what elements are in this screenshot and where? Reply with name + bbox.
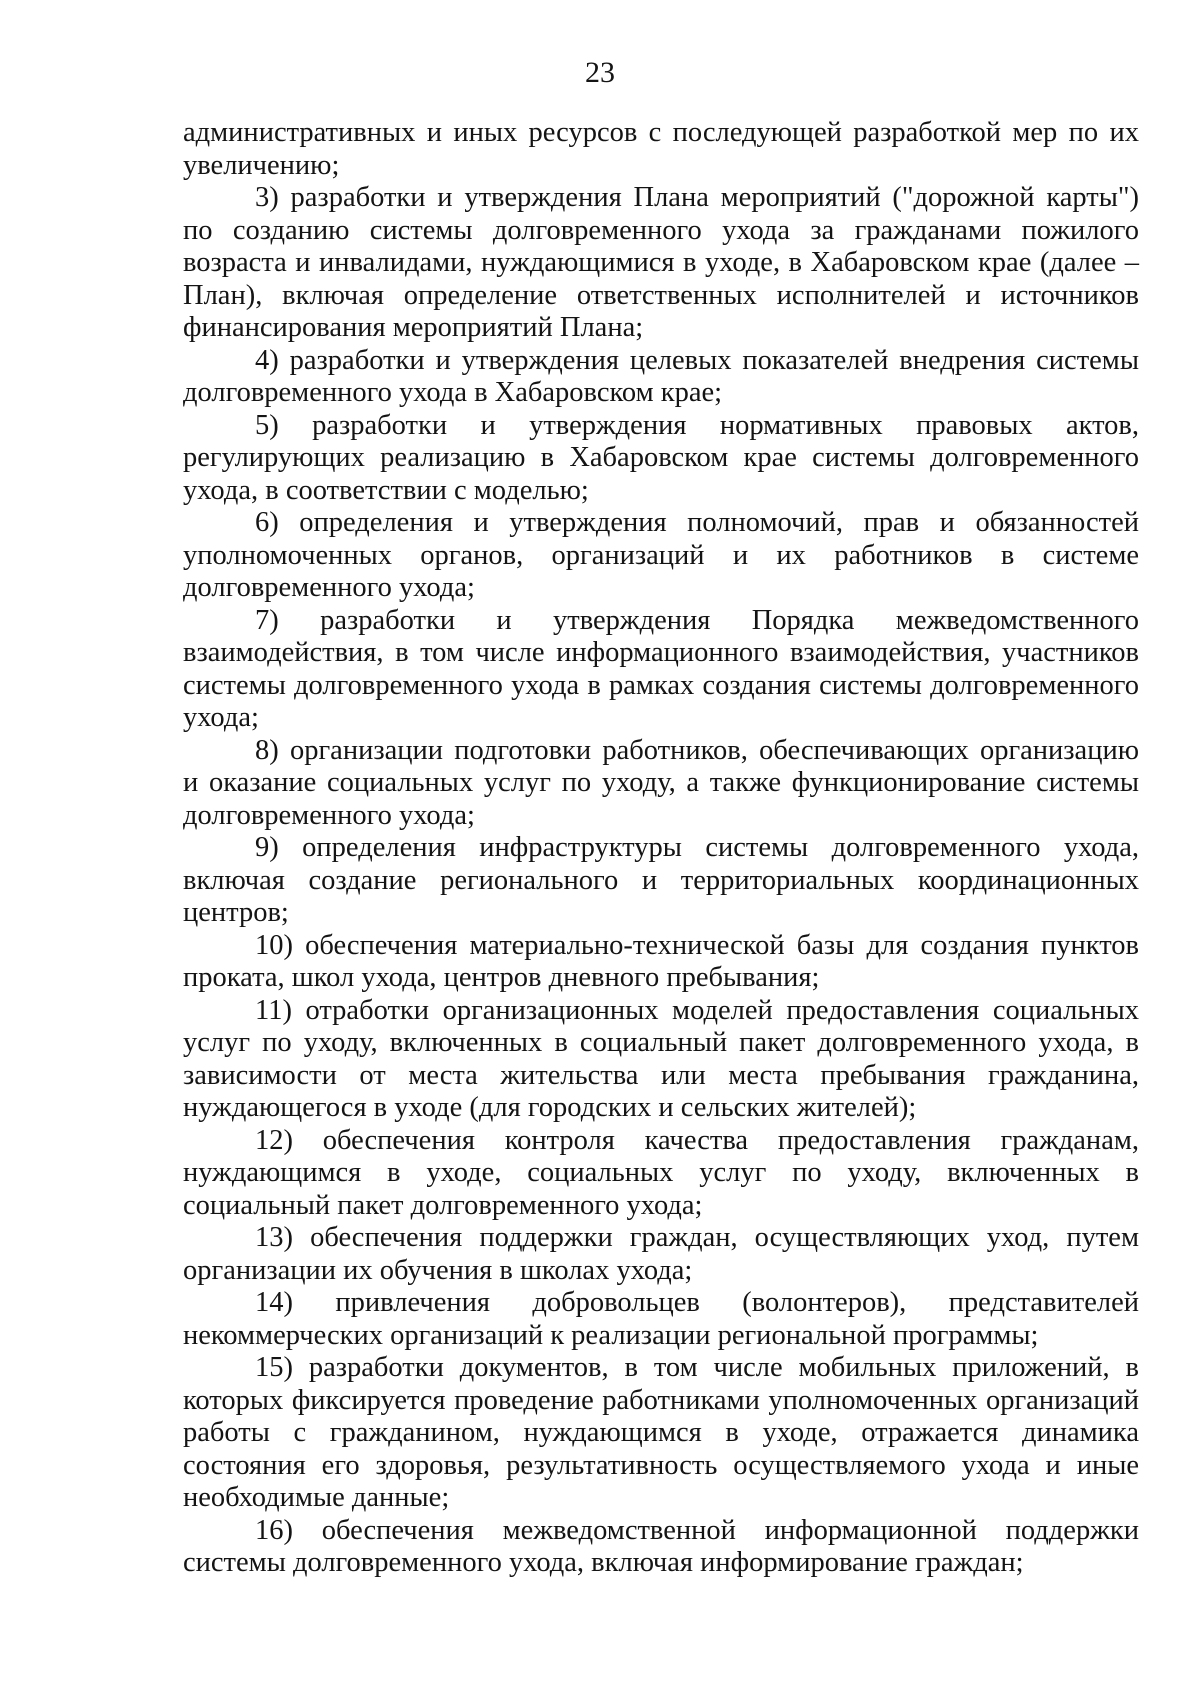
paragraph-item-14: 14) привлечения добровольцев (волонтеров), представителей некоммерческих организаций к реализации региональной программы; (183, 1287, 1139, 1351)
paragraph-item-10: 10) обеспечения материально-технической базы для создания пунктов проката, школ ухода, центров дневного пребывания; (183, 929, 1139, 993)
page-number: 23 (585, 56, 615, 89)
paragraph-item-16: 16) обеспечения межведомственной информационной поддержки системы долговременного ухода, включая информирование граждан; (183, 1514, 1139, 1578)
paragraph-item-13: 13) обеспечения поддержки граждан, осуществляющих уход, путем организации их обучения в школах ухода; (183, 1222, 1139, 1286)
body-text (183, 117, 1139, 1580)
paragraph-item-4: 4) разработки и утверждения целевых показателей внедрения системы долговременного ухода в Хабаровском крае; (183, 344, 1139, 408)
paragraph-item-9: 9) определения инфраструктуры системы долговременного ухода, включая создание регионального и территориальных координационных центров; (183, 832, 1139, 928)
paragraph-item-6: 6) определения и утверждения полномочий, прав и обязанностей уполномоченных органов, организаций и их работников в системе долговременного ухода; (183, 507, 1139, 603)
paragraph-item-3: 3) разработки и утверждения Плана мероприятий ("дорожной карты") по созданию системы долговременного ухода за гражданами пожилого возраста и инвалидами, нуждающимися в уходе, в Хабаровском крае (далее – План), включая определение ответственных исполнителей и источников финансирования мероприятий Плана; (183, 182, 1139, 343)
paragraph-item-11: 11) отработки организационных моделей предоставления социальных услуг по уходу, включенных в социальный пакет долговременного ухода, в зависимости от места жительства или места пребывания гражданина, нуждающегося в уходе (для городских и сельских жителей); (183, 994, 1139, 1123)
paragraph-item-8: 8) организации подготовки работников, обеспечивающих организацию и оказание социальных услуг по уходу, а также функционирование системы долговременного ухода; (183, 734, 1139, 831)
paragraph-continuation: административных и иных ресурсов с последующей разработкой мер по их увеличению; (183, 117, 1139, 181)
paragraph-item-12: 12) обеспечения контроля качества предоставления гражданам, нуждающимся в уходе, социальных услуг по уходу, включенных в социальный пакет долговременного ухода; (183, 1124, 1139, 1221)
paragraph-item-7: 7) разработки и утверждения Порядка межведомственного взаимодействия, в том числе информационного взаимодействия, участников системы долговременного ухода в рамках создания системы долговременного ухода; (183, 604, 1139, 733)
paragraph-item-5: 5) разработки и утверждения нормативных правовых актов, регулирующих реализацию в Хабаровском крае системы долговременного ухода, в соответствии с моделью; (183, 409, 1139, 506)
paragraph-item-15: 15) разработки документов, в том числе мобильных приложений, в которых фиксируется проведение работниками уполномоченных организаций работы с гражданином, нуждающимся в уходе, отражается динамика состояния его здоровья, результативность осуществляемого ухода и иные необходимые данные; (183, 1352, 1139, 1513)
